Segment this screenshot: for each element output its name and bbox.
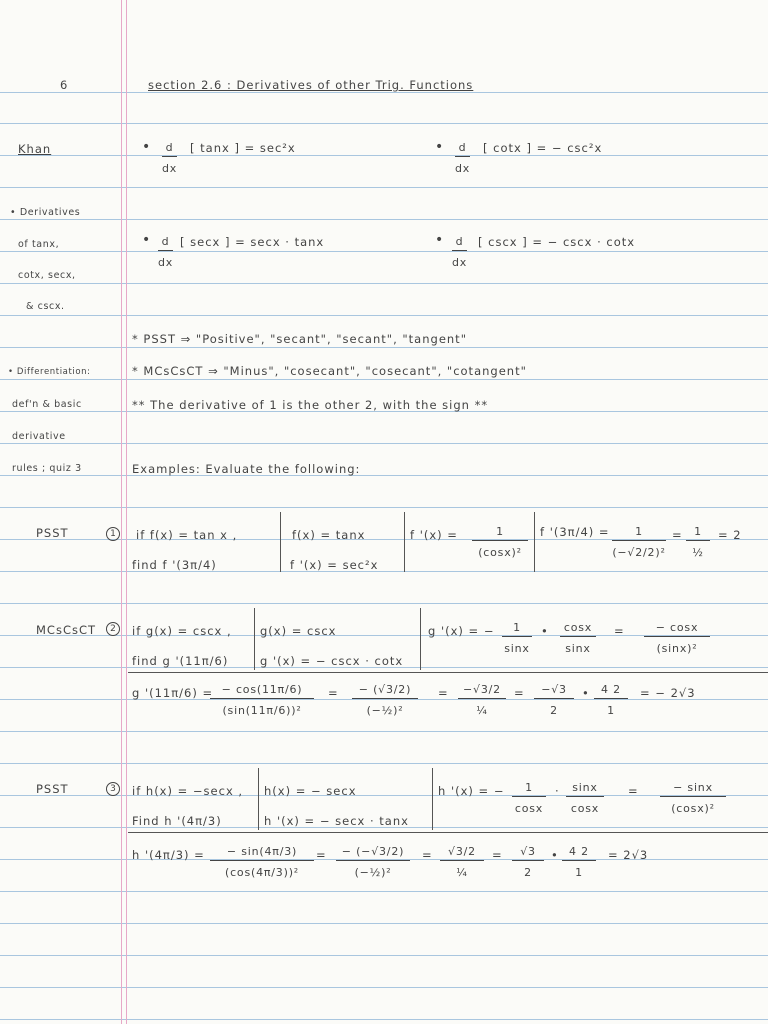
- margin-note-ex2: MCsCsCT: [36, 623, 97, 637]
- ex1-col4-frac2: 1 ½: [686, 526, 710, 558]
- ex2-col2-a: g(x) = cscx: [260, 624, 337, 638]
- ex1-col4-a: f '(3π/4) =: [540, 525, 610, 539]
- formula-sec: [ secx ] = secx · tanx: [180, 235, 325, 249]
- equals-sign: =: [438, 686, 449, 700]
- dot-operator: •: [541, 624, 549, 638]
- bullet-dot: •: [435, 139, 444, 155]
- ex3-divider-2: [432, 768, 433, 830]
- d-dx-cot: d dx: [455, 141, 471, 175]
- ex3-row-separator: [128, 832, 768, 833]
- page-number: 6: [60, 78, 69, 92]
- bullet-dot: •: [142, 139, 151, 155]
- margin-note-khan: Khan: [18, 142, 52, 156]
- ex3-given-2: Find h '(4π/3): [132, 814, 222, 828]
- ex3-line2-frac-2: − (−√3/2) (−½)²: [336, 846, 410, 878]
- formula-csc: [ cscx ] = − cscx · cotx: [478, 235, 636, 249]
- ex3-line2-frac-4: √3 2: [512, 846, 544, 878]
- ex1-divider-2: [404, 512, 405, 572]
- d-dx-sec: d dx: [158, 235, 174, 269]
- ex2-divider-2: [420, 608, 421, 670]
- ex2-row-separator: [128, 672, 768, 673]
- ex1-col4-frac: 1 (−√2/2)²: [612, 525, 666, 559]
- ex1-col2-b: f '(x) = sec²x: [290, 558, 379, 572]
- equals-sign: =: [628, 784, 639, 798]
- ex2-line2-frac-1: − cos(11π/6) (sin(11π/6))²: [210, 684, 314, 716]
- ex3-given-1: if h(x) = −secx ,: [132, 784, 244, 798]
- margin-note-derivatives-1: • Derivatives: [10, 207, 81, 218]
- ex1-given-2: find f '(3π/4): [132, 558, 217, 572]
- ex3-frac-2: sinx cosx: [566, 782, 604, 814]
- margin-note-diff-1: • Differentiation:: [8, 367, 91, 377]
- dot-operator: ·: [555, 784, 560, 798]
- ex1-divider-1: [280, 512, 281, 572]
- ex3-frac-3: − sinx (cosx)²: [660, 782, 726, 814]
- ex2-line2-frac-2: − (√3/2) (−½)²: [352, 684, 418, 716]
- margin-note-diff-4: rules ; quiz 3: [12, 463, 82, 474]
- ex2-frac-1: 1 sinx: [502, 622, 532, 654]
- ex1-result: = 2: [718, 528, 742, 542]
- formula-tan: [ tanx ] = sec²x: [190, 141, 296, 155]
- margin-line-left: [121, 0, 122, 1024]
- equals-sign: =: [514, 686, 525, 700]
- example-number: 3: [106, 782, 120, 796]
- equals-sign: =: [422, 848, 433, 862]
- d-dx-csc: d dx: [452, 235, 468, 269]
- ex2-line2-frac-4: −√3 2: [534, 684, 574, 716]
- equals-sign: =: [614, 624, 625, 638]
- ex2-result: = − 2√3: [640, 686, 696, 700]
- example-number: 2: [106, 622, 120, 636]
- ex3-line2-frac-1: − sin(4π/3) (cos(4π/3))²: [210, 846, 314, 878]
- d-dx-tan: d dx: [162, 141, 178, 175]
- bullet-dot: •: [435, 232, 444, 248]
- page-title: section 2.6 : Derivatives of other Trig. Functions: [148, 78, 474, 92]
- ex2-line2-frac-5: 4 2 1: [594, 684, 628, 716]
- margin-note-derivatives-3: cotx, secx,: [18, 270, 76, 281]
- margin-note-diff-2: def'n & basic: [12, 399, 82, 410]
- equals-sign: =: [328, 686, 339, 700]
- ex2-divider-1: [254, 608, 255, 670]
- ex1-col3-a: f '(x) =: [410, 528, 458, 542]
- ex3-divider-1: [258, 768, 259, 830]
- ex3-col2-b: h '(x) = − secx · tanx: [264, 814, 409, 828]
- ex2-given-1: if g(x) = cscx ,: [132, 624, 232, 638]
- ex2-frac-2: cosx sinx: [560, 622, 596, 654]
- mnemonic-psst: * PSST ⇒ "Positive", "secant", "secant", "tangent": [132, 332, 467, 346]
- ex3-line2-lhs: h '(4π/3) =: [132, 848, 205, 862]
- ex2-frac-3: − cosx (sinx)²: [644, 622, 710, 654]
- equals-sign: =: [492, 848, 503, 862]
- formula-cot: [ cotx ] = − csc²x: [483, 141, 603, 155]
- ex1-given-1: if f(x) = tan x ,: [136, 528, 238, 542]
- margin-note-derivatives-2: of tanx,: [18, 239, 60, 250]
- equals-sign: =: [672, 528, 683, 542]
- ex2-given-2: find g '(11π/6): [132, 654, 229, 668]
- ex3-result: = 2√3: [608, 848, 649, 862]
- margin-note-ex1: PSST: [36, 526, 69, 540]
- example-number: 1: [106, 527, 120, 541]
- ex3-frac-1: 1 cosx: [512, 782, 546, 814]
- ex3-line2-frac-3: √3/2 ¼: [440, 846, 484, 878]
- ex2-col2-b: g '(x) = − cscx · cotx: [260, 654, 404, 668]
- ex1-col3-frac: 1 (cosx)²: [472, 526, 528, 558]
- examples-heading: Examples: Evaluate the following:: [132, 462, 361, 476]
- bullet-dot: •: [142, 232, 151, 248]
- dot-operator: •: [582, 686, 590, 700]
- margin-line-right: [126, 0, 127, 1024]
- ex2-line2-frac-3: −√3/2 ¼: [458, 684, 506, 716]
- dot-operator: •: [551, 848, 559, 862]
- margin-note-diff-3: derivative: [12, 431, 66, 442]
- ex2-line2-lhs: g '(11π/6) =: [132, 686, 214, 700]
- ex1-divider-3: [534, 512, 535, 572]
- equals-sign: =: [316, 848, 327, 862]
- mnemonic-mcscsct: * MCsCsCT ⇒ "Minus", "cosecant", "cosecant", "cotangent": [132, 364, 527, 378]
- ex3-line2-frac-5: 4 2 1: [562, 846, 596, 878]
- ex3-col2-a: h(x) = − secx: [264, 784, 357, 798]
- margin-note-derivatives-4: & cscx.: [26, 301, 65, 312]
- ex2-col3-a: g '(x) = −: [428, 624, 495, 638]
- mnemonic-rule: ** The derivative of 1 is the other 2, with the sign **: [132, 398, 489, 412]
- ex3-col3-a: h '(x) = −: [438, 784, 505, 798]
- margin-note-ex3: PSST: [36, 782, 69, 796]
- ex1-col2-a: f(x) = tanx: [292, 528, 366, 542]
